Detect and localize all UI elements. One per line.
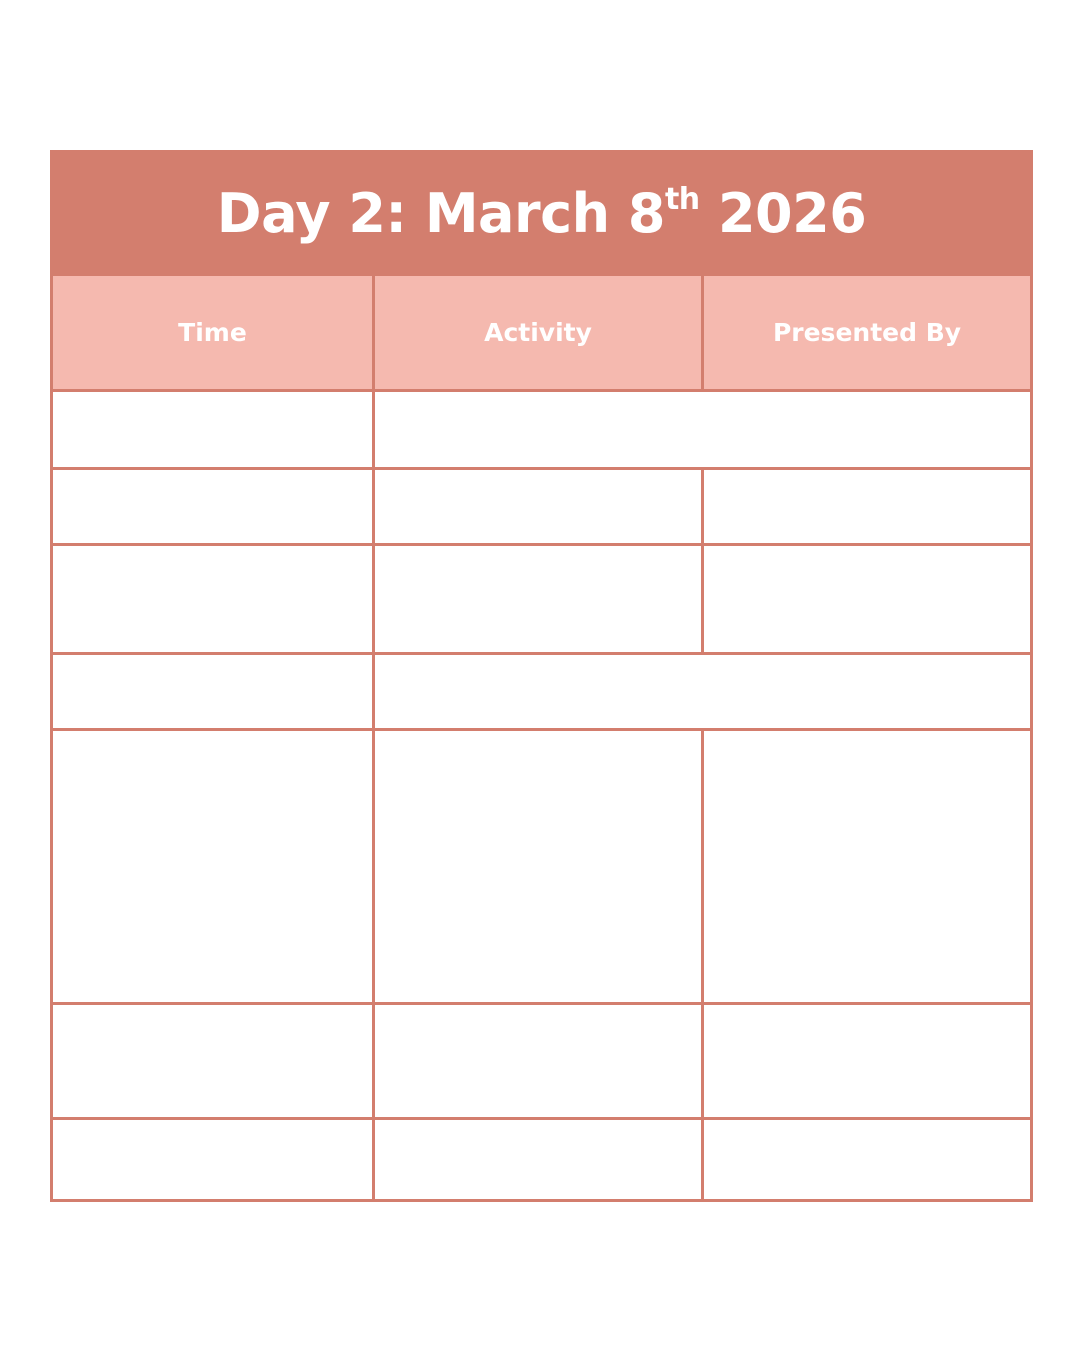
presented-by-cell[interactable] xyxy=(703,545,1032,654)
presented-by-cell[interactable] xyxy=(703,730,1032,1004)
activity-merged-cell[interactable] xyxy=(374,654,1032,730)
column-header-presented-by: Presented By xyxy=(703,275,1032,391)
time-cell[interactable] xyxy=(52,545,374,654)
activity-merged-cell[interactable] xyxy=(374,391,1032,469)
time-cell[interactable] xyxy=(52,654,374,730)
schedule-table xyxy=(50,150,1033,1202)
activity-cell[interactable] xyxy=(374,1004,703,1119)
schedule-title xyxy=(52,152,1032,275)
time-cell[interactable] xyxy=(52,469,374,545)
schedule-row xyxy=(52,1119,1032,1201)
presented-by-cell[interactable] xyxy=(703,1119,1032,1201)
column-header-time: Time xyxy=(52,275,374,391)
title-superscript: th xyxy=(664,181,700,217)
presented-by-cell[interactable] xyxy=(703,1004,1032,1119)
activity-cell[interactable] xyxy=(374,469,703,545)
title-row xyxy=(52,152,1032,275)
schedule-row xyxy=(52,391,1032,469)
time-cell[interactable] xyxy=(52,730,374,1004)
time-cell[interactable] xyxy=(52,391,374,469)
title-main: Day 2: March 8 xyxy=(216,181,665,245)
activity-cell[interactable] xyxy=(374,1119,703,1201)
title-year: 2026 xyxy=(717,181,867,245)
time-cell[interactable] xyxy=(52,1119,374,1201)
presented-by-cell[interactable] xyxy=(703,469,1032,545)
schedule-row xyxy=(52,654,1032,730)
time-cell[interactable] xyxy=(52,1004,374,1119)
activity-cell[interactable] xyxy=(374,730,703,1004)
schedule-row xyxy=(52,469,1032,545)
schedule-row xyxy=(52,730,1032,1004)
column-header-activity: Activity xyxy=(374,275,703,391)
schedule-row xyxy=(52,545,1032,654)
activity-cell[interactable] xyxy=(374,545,703,654)
schedule-row xyxy=(52,1004,1032,1119)
column-header-row xyxy=(52,275,1032,391)
